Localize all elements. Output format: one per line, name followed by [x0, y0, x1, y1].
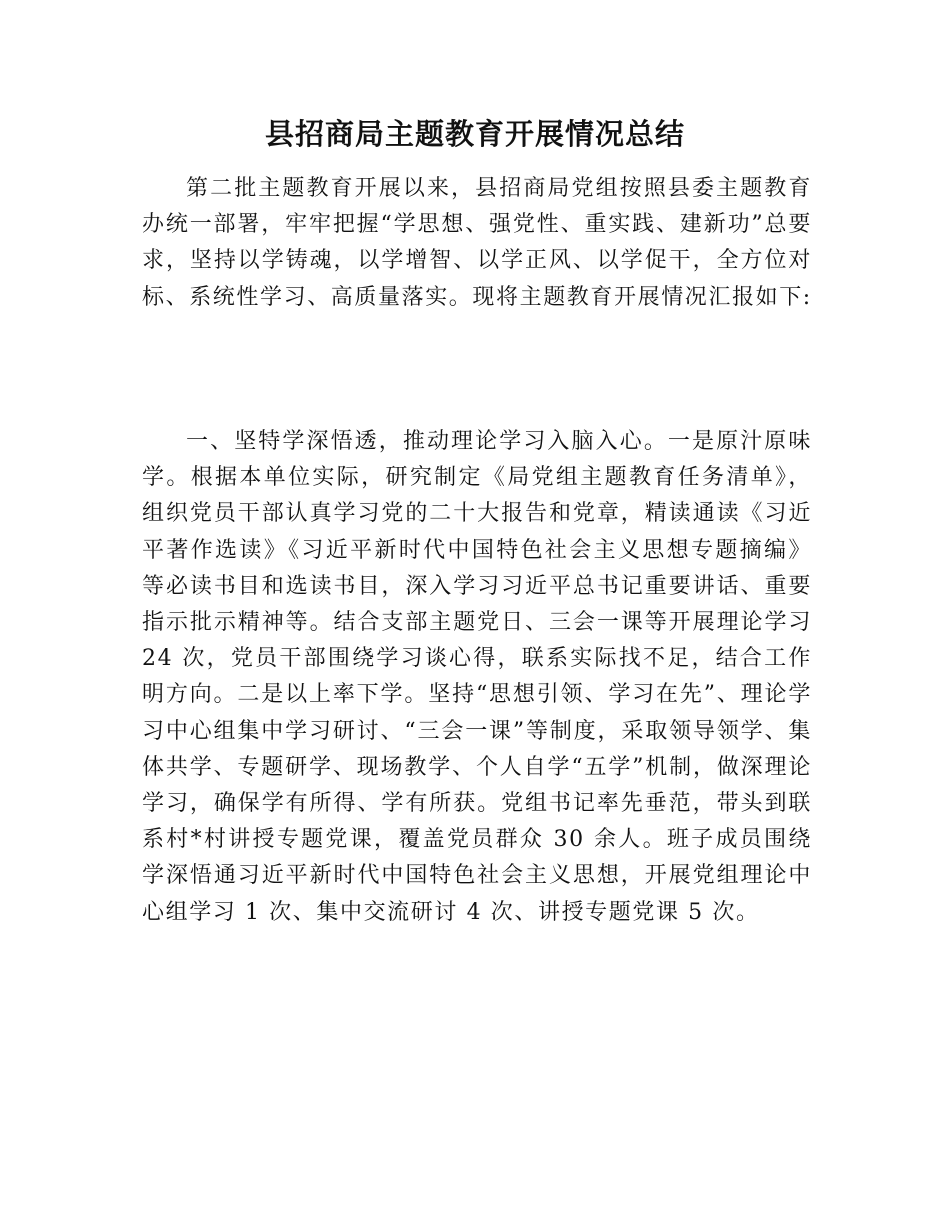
paragraph-intro: 第二批主题教育开展以来，县招商局党组按照县委主题教育办统一部署，牢牢把握“学思想、强党性、重实践、建新功”总要求，坚持以学铸魂，以学增智、以学正风、以学促干，全方位对标、系统性学习、高质量落实。现将主题教育开展情况汇报如下:	[142, 176, 812, 310]
paragraph-section-one: 一、坚特学深悟透，推动理论学习入脑入心。一是原汁原味学。根据本单位实际，研究制定《局党组主题教育任务清单》，组织党员干部认真学习党的二十大报告和党章，精读通读《习近平著作选读》《习近平新时代中国特色社会主义思想专题摘编》等必读书目和选读书目，深入学习习近平总书记重要讲话、重要指示批示精神等。结合支部主题党日、三会一课等开展理论学习 24 次，党员干部围绕学习谈心得，联系实际找不足，结合工作明方向。二是以上率下学。坚持“思想引领、学习在先”、理论学习中心组集中学习研讨、“三会一课”等制度，采取领导领学、集体共学、专题研学、现场教学、个人自学“五学”机制，做深理论学习，确保学有所得、学有所获。党组书记率先垂范，带头到联系村*村讲授专题党课，覆盖党员群众 30 余人。班子成员围绕学深悟通习近平新时代中国特色社会主义思想，开展党组理论中心组学习 1 次、集中交流研讨 4 次、讲授专题党课 5 次。	[142, 429, 812, 925]
document-title: 县招商局主题教育开展情况总结	[264, 117, 685, 151]
